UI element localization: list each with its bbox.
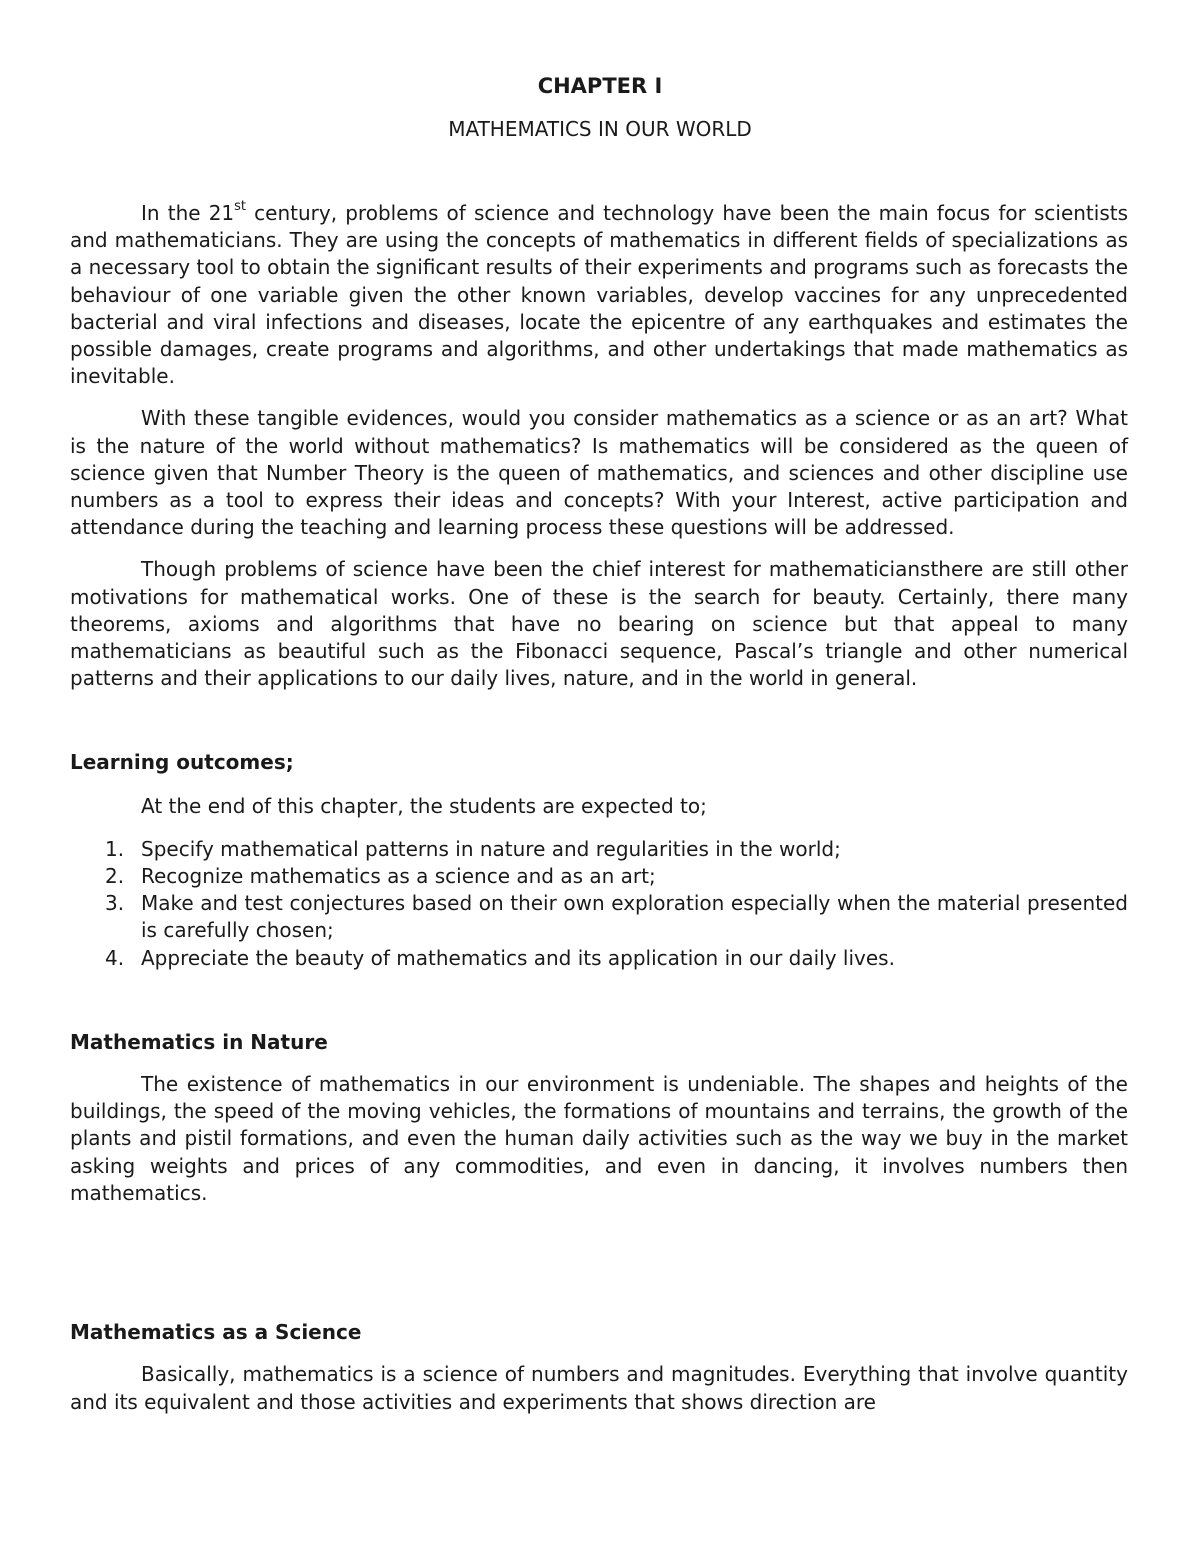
list-item [105,863,1128,890]
intro-paragraph-1-rest: century, problems of science and technology have been the main focus for scientists and mathematicians. They are using the concepts of mathematics in different fields of specializations as a necessary tool to obtain the significant results of their experiments and programs such as forecasts the behaviour of one variable given the other known variables, develop vaccines for any unprecedented bacterial and viral infections and diseases, locate the epicentre of any earthquakes and estimates the possible damages, create programs and algorithms, and other undertakings that made mathematics as inevitable. [70,201,1129,389]
list-item-number: 2. [105,864,125,889]
list-item-text: Appreciate the beauty of mathematics and its application in our daily lives. [141,945,895,970]
nature-paragraph: The existence of mathematics in our environment is undeniable. The shapes and heights of the buildings, the speed of the moving vehicles, the formations of mountains and terrains, the growth of the plants and pistil formations, and even the human daily activities such as the way we buy in the market asking weights and prices of any commodities, and even in dancing, it involves numbers then mathematics. [70,1072,1128,1205]
intro-paragraph-2: With these tangible evidences, would you consider mathematics as a science or as an art? What is the nature of the world without mathematics? Is mathematics will be considered as the queen of science given that Number Theory is the queen of mathematics, and sciences and other discipline use numbers as a tool to express their ideas and concepts? With your Interest, active participation and attendance during the teaching and learning process these questions will be addressed. [70,406,1128,540]
list-item-text: Specify mathematical patterns in nature and regularities in the world; [141,836,841,861]
list-item [105,945,1128,972]
learning-outcomes-heading: Learning outcomes; [70,750,294,775]
list-item-text: Recognize mathematics as a science and as an art; [141,864,656,889]
list-item-number: 1. [105,836,125,861]
learning-outcomes-list [70,836,1128,972]
list-item-text: Make and test conjectures based on their own exploration especially when the material presented is carefully chosen; [141,891,1128,943]
ordinal-superscript: st [234,199,247,215]
list-item-number: 4. [105,945,125,970]
intro-paragraph-1-start: In the 21 [141,201,235,225]
list-item-number: 3. [105,891,125,916]
list-item [105,890,1128,944]
science-paragraph: Basically, mathematics is a science of numbers and magnitudes. Everything that involve quantity and its equivalent and those activities and experiments that shows direction are [70,1362,1128,1414]
chapter-subtitle: MATHEMATICS IN OUR WORLD [448,117,752,141]
nature-heading: Mathematics in Nature [70,1029,328,1054]
intro-paragraph-1 [70,200,1128,390]
intro-paragraph-3: Though problems of science have been the chief interest for mathematiciansthere are still other motivations for mathematical works. One of these is the search for beauty. Certainly, there many theorems, axioms and algorithms that have no bearing on science but that appeal to many mathematicians as beautiful such as the Fibonacci sequence, Pascal’s triangle and other numerical patterns and their applications to our daily lives, nature, and in the world in general. [70,557,1128,691]
learning-outcomes-intro: At the end of this chapter, the students are expected to; [141,793,707,818]
science-heading: Mathematics as a Science [70,1320,362,1345]
chapter-title: CHAPTER I [537,74,663,98]
document-body [70,200,1128,1416]
list-item [105,836,1128,863]
